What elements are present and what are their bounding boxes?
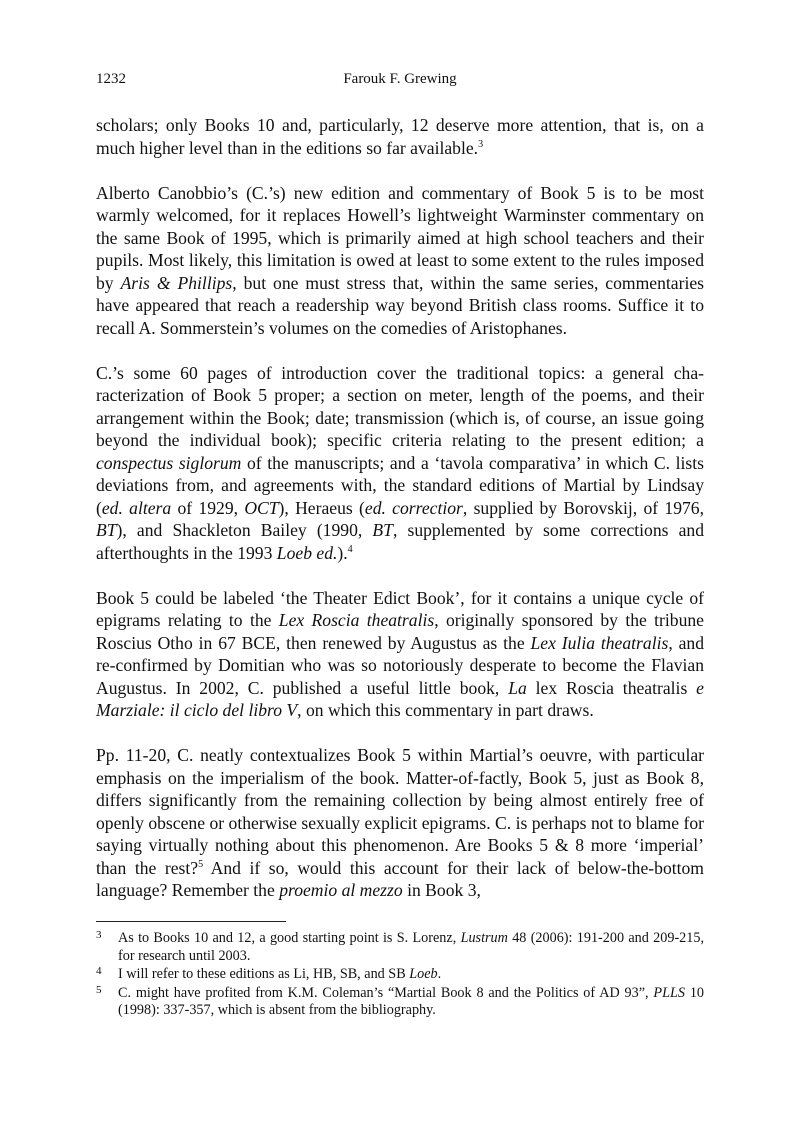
footnote-mark: 5 [96, 983, 102, 996]
paragraph-text: of 1929, [171, 497, 245, 518]
footnote-5 [96, 985, 704, 1020]
italic-text: La [508, 677, 527, 698]
italic-text: ed. correctior [364, 497, 463, 518]
paragraph-text: C.’s some 60 pages of introduction cover the traditional topics: a general characterization of Book 5 proper; a section on meter, length of the poems, and their arrangement within the Book; date; transmission (which is, of course, an issue going beyond the individual book); specific criteria relating to the present edition; a [96, 362, 704, 450]
italic-text: Lex Iulia theatralis [530, 632, 669, 653]
footnote-reference-5[interactable]: 5 [198, 858, 204, 870]
italic-text: Lex Roscia theatralis [278, 610, 435, 630]
footnote-text: 10 (1998): 337-357, which is absent from the bibliography. [118, 984, 705, 1018]
paragraph-text: Alberto Canobbio’s (C.’s) new edition and commentary of Book 5 is to be most warmly welcomed, for it replaces Howell’s lightweight Warminster commentary on the same Book of 1995, which is primarily aimed at high school teachers and their pupils. Most likely, this limitation is owed at least to some extent to the rules imposed by [96, 182, 704, 293]
footnotes [96, 930, 704, 1021]
paragraph-text: in Book 3, [402, 880, 481, 900]
italic-text: Loeb ed. [276, 542, 338, 563]
italic-text: conspectus siglorum [96, 452, 242, 473]
footnote-mark: 4 [96, 965, 102, 977]
italic-text: Loeb [409, 966, 438, 982]
footnote-text: 48 (2006): 191-200 and 209-215, for research until 2003. [118, 930, 704, 964]
paragraph-text: scholars; only Books 10 and, particularly, 12 deserve more attention, that is, on a much higher level than in the editions so far available. [96, 115, 704, 158]
page-number: 1232 [96, 71, 126, 87]
paragraph-text: lex Roscia theatralis [526, 677, 697, 698]
paragraph-text: of the manuscripts; and a ‘tavola comparativa’ in which C. lists deviations from, and agreements with, the standard editions of Martial by Lindsay ( [96, 452, 704, 518]
italic-text: BT [372, 520, 393, 540]
body-text [96, 114, 704, 902]
footnote-text: C. might have profited from K.M. Coleman’s “Martial Book 8 and the Politics of AD 93”, [118, 984, 654, 1001]
paragraph-text: ), and Shackleton Bailey (1990, [116, 520, 373, 540]
italic-text: ed. altera [101, 497, 172, 518]
italic-text: e Marziale: il ciclo del libro V [96, 677, 704, 720]
footnote-3 [96, 930, 704, 965]
italic-text: Aris & Phillips [120, 272, 233, 293]
italic-text: proemio al mezzo [279, 880, 403, 900]
paragraph-text: And if so, would this account for their lack of below-the-bottom language? Remember the [96, 857, 704, 900]
paragraph-1 [96, 114, 704, 159]
italic-text: PLLS [653, 984, 685, 1001]
paragraph-text: Pp. 11-20, C. neatly contextualizes Book 5 within Martial’s oeuvre, with particular emphasis on the imperialism of the book. Matter-of-factly, Book 5, just as Book 8, differs significantly from the remaining collection by being almost entirely free of openly obscene or otherwise sexually explicit epigrams. C. is perhaps not to blame for saying virtually nothing about this phenomenon. Are Books 5 & 8 more ‘imperial’ than the rest? [96, 745, 704, 878]
paragraph-text: , originally sponsored by the tribune Roscius Otho in 67 BCE, then renewed by Augustus as the [96, 610, 704, 653]
italic-text: OCT [244, 497, 279, 518]
paragraph-text: , on which this commentary in part draws. [297, 700, 594, 720]
paragraph-text: , supplemented by some corrections and afterthoughts in the 1993 [96, 520, 705, 563]
footnote-4 [96, 966, 704, 984]
paragraph-text: , but one must stress that, within the same series, commentaries have appeared that reach a readership way beyond British class rooms. Suffice it to recall A. Sommerstein’s volumes on the comedies of Aristophanes. [96, 272, 704, 338]
running-head-author: Farouk F. Grewing [343, 71, 457, 87]
footnote-text: As to Books 10 and 12, a good starting point is S. Lorenz, [118, 930, 461, 946]
paragraph-2 [96, 182, 704, 340]
italic-text: BT [96, 520, 117, 540]
paragraph-text: , and re-confirmed by Domitian who was so notoriously desperate to become the Flavian Augustus. In 2002, C. published a useful little book, [96, 632, 704, 698]
italic-text: Lustrum [460, 930, 508, 946]
paragraph-text: , supplied by Borovskij, of 1976, [462, 497, 704, 518]
footnote-reference-3[interactable]: 3 [478, 138, 484, 150]
paragraph-text: Book 5 could be labeled ‘the Theater Edict Book’, for it contains a unique cycle of epigrams relating to the [96, 587, 704, 630]
footnote-divider [96, 921, 286, 922]
running-head [96, 71, 704, 93]
paragraph-4 [96, 587, 704, 722]
paragraph-5 [96, 744, 704, 902]
paragraph-text: ). [337, 542, 348, 563]
footnote-text: I will refer to these editions as Li, HB, SB, and SB [118, 966, 410, 982]
footnote-mark: 3 [96, 929, 102, 941]
footnote-reference-4[interactable]: 4 [347, 543, 353, 555]
footnote-text: . [437, 966, 442, 982]
paragraph-text: ), Heraeus ( [278, 497, 365, 518]
paragraph-3 [96, 362, 704, 565]
